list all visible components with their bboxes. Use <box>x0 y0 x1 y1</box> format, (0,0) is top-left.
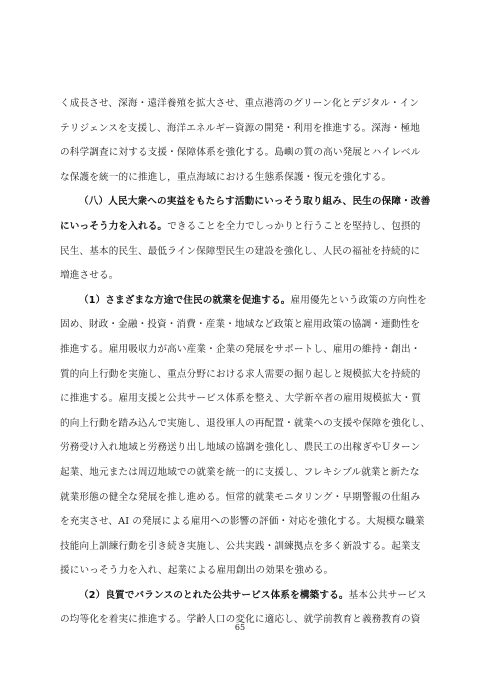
text-line: な保護を統一的に推進し，重点海域における生態系保護・復元を強化する。 <box>60 171 392 183</box>
item-2-heading-text: （2）良質でバランスのとれた公共サービス体系を構築する。 <box>79 589 349 601</box>
section-heading-8-continued: にいっそう力を入れる。 <box>60 220 168 232</box>
page-number: 65 <box>234 623 246 632</box>
text-line: 就業形態の健全な発展を推し進める。恒常的就業モニタリング・早期警報の仕組み <box>60 491 421 503</box>
text-line: テリジェンスを支援し、海洋エネルギー資源の開発・利用を推進する。深海・極地 <box>60 122 421 134</box>
text-line: く成長させ、深海・遠洋養殖を拡大させ、重点港湾のグリーン化とデジタル・イン <box>60 98 420 109</box>
text-line: 労務受け入れ地域と労務送り出し地域の協調を強化し、農民工の出稼ぎやＵターン <box>60 442 421 454</box>
text-line: 固め、財政・金融・投資・消費・産業・地域など政策と雇用政策の協調・連動性を <box>60 319 421 331</box>
item-heading-2 <box>60 584 427 609</box>
text-line: 推進する。雇用吸収力が高い産業・企業の発展をサポートし、雇用の維持・創出・ <box>60 343 421 355</box>
text-line: の均等化を着実に推進する。学齢人口の変化に適応し、就学前教育と義務教育の資 <box>60 614 421 626</box>
text-line: 的向上行動を踏み込んで実施し、退役軍人の再配置・就業への支援や保障を強化し、 <box>60 417 431 429</box>
section-8-text: できることを全力でしっかりと行うことを堅持し、包摂的 <box>167 220 421 232</box>
text-line: 増進させる。 <box>60 270 119 282</box>
text-line: 民生、基本的民生、最低ライン保障型民生の建設を強化し、人民の福祉を持続的に <box>60 245 421 257</box>
text-line: の科学調査に対する支援・保障体系を強化する。島嶼の質の高い発展とハイレベル <box>60 147 421 159</box>
item-1-text: 雇用優先という政策の方向性を <box>290 294 427 306</box>
text-line: 起業、地元または周辺地域での就業を統一的に支援し、フレキシブル就業と新たな <box>60 466 420 478</box>
item-heading-1 <box>60 289 427 314</box>
section-heading-8 <box>60 190 431 215</box>
body-text <box>60 92 431 633</box>
section-heading-8-text: （八）人民大衆への実益をもたらす活動にいっそう取り組み、民生の保障・改善 <box>79 196 431 208</box>
text-line <box>60 215 424 240</box>
item-1-heading-text: （1）さまざまな方途で住民の就業を促進する。 <box>79 294 291 306</box>
text-line: 技能向上訓練行動を引き続き実施し、公共実践・訓練拠点を多く新設する。起業支 <box>60 540 421 552</box>
text-line: 質的向上行動を実施し、重点分野における求人需要の掘り起しと規模拡大を持続的 <box>60 368 421 380</box>
text-line: を充実させ、AI の発展による雇用への影響の評価・対応を強化する。大規模な職業 <box>60 516 425 528</box>
text-line: 援にいっそう力を入れ、起業による雇用創出の効果を強める。 <box>60 565 334 577</box>
item-2-text: 基本公共サービス <box>348 589 427 601</box>
text-line: に推進する。雇用支援と公共サービス体系を整え、大学新卒者の雇用規模拡大・質 <box>60 393 422 405</box>
